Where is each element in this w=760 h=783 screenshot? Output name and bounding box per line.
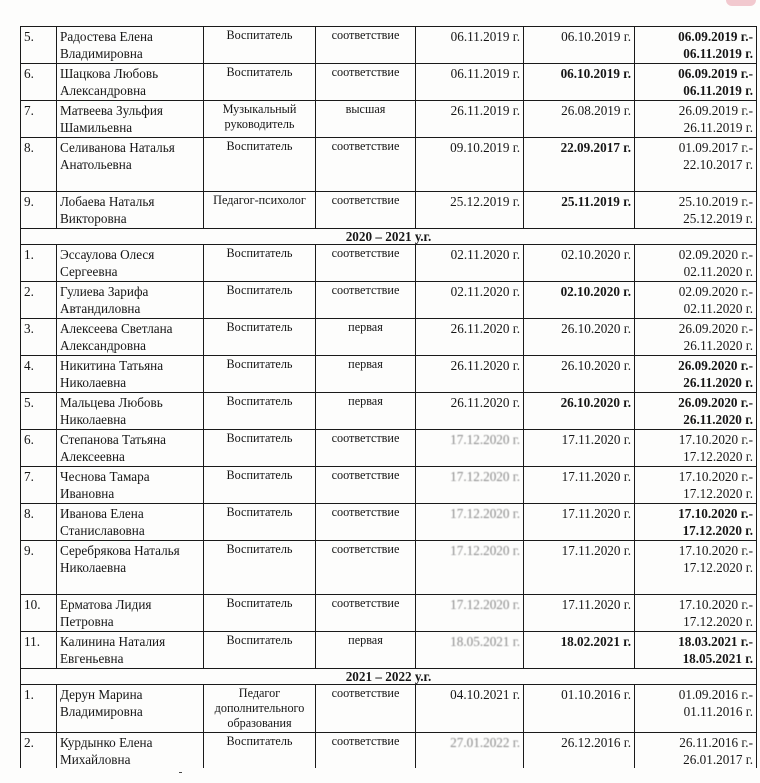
attestation-date-cell [416,632,524,669]
row-number: 1. [21,245,57,282]
attestation-date-cell: 02.11.2020 г. [416,282,524,319]
position-cell: Воспитатель [204,64,316,101]
application-date-cell: 01.10.2016 г. [524,685,635,733]
employee-name: Степанова Татьяна Алексеевна [57,430,204,467]
application-date-cell: 26.10.2020 г. [524,393,635,430]
attestation-date-cell [416,430,524,467]
attestation-date-cell: 09.10.2019 г. [416,138,524,192]
application-date-cell: 17.11.2020 г. [524,595,635,632]
attestation-period-cell: 26.11.2016 г.- 26.01.2017 г. [635,733,757,770]
table-row [21,192,757,229]
table-row [21,319,757,356]
category-cell: соответствие [316,467,416,504]
employee-name: Курдынко Елена Михайловна [57,733,204,770]
attestation-date-cell [416,733,524,770]
position-cell: Воспитатель [204,632,316,669]
smudged-date-text: 27.01.2022 г. [450,735,520,750]
attestation-period-cell: 06.09.2019 г.- 06.11.2019 г. [635,27,757,64]
position-cell: Воспитатель [204,356,316,393]
row-number: 11. [21,632,57,669]
position-cell: Педагог-психолог [204,192,316,229]
position-cell: Воспитатель [204,595,316,632]
attestation-date-cell [416,504,524,541]
application-date-cell: 25.11.2019 г. [524,192,635,229]
application-date-cell: 22.09.2017 г. [524,138,635,192]
row-number: 6. [21,430,57,467]
attestation-period-cell: 06.09.2019 г.- 06.11.2019 г. [635,64,757,101]
table-row [21,733,757,770]
employee-name: Мальцева Любовь Николаевна [57,393,204,430]
attestation-date-cell: 06.11.2019 г. [416,64,524,101]
smudged-date-text: 17.12.2020 г. [450,543,520,558]
table-row [21,245,757,282]
category-cell: соответствие [316,64,416,101]
attestation-date-cell: 02.11.2020 г. [416,245,524,282]
position-cell: Педагог дополнительного образования [204,685,316,733]
smudged-date-text: 17.12.2020 г. [450,506,520,521]
smudged-date-text: 17.12.2020 г. [450,597,520,612]
employee-name: Алексеева Светлана Александровна [57,319,204,356]
table-row [21,101,757,138]
employee-name: Иванова Елена Станиславовна [57,504,204,541]
row-number: 7. [21,467,57,504]
row-number: 9. [21,541,57,595]
category-cell: соответствие [316,192,416,229]
attestation-table [20,26,757,770]
employee-name: Селиванова Наталья Анатольевна [57,138,204,192]
row-number: 10. [21,595,57,632]
attestation-date-cell: 26.11.2020 г. [416,319,524,356]
category-cell: первая [316,393,416,430]
section-heading-row [21,229,757,245]
attestation-period-cell: 26.09.2020 г.- 26.11.2020 г. [635,319,757,356]
attestation-period-cell: 26.09.2019 г.- 26.11.2019 г. [635,101,757,138]
table-row [21,356,757,393]
attestation-period-cell: 17.10.2020 г.- 17.12.2020 г. [635,467,757,504]
employee-name: Шацкова Любовь Александровна [57,64,204,101]
position-cell: Музыкальный руководитель [204,101,316,138]
employee-name: Лобаева Наталья Викторовна [57,192,204,229]
application-date-cell: 26.10.2020 г. [524,356,635,393]
table-row [21,541,757,595]
position-cell: Воспитатель [204,282,316,319]
category-cell: соответствие [316,282,416,319]
employee-name: Никитина Татьяна Николаевна [57,356,204,393]
attestation-date-cell: 26.11.2020 г. [416,356,524,393]
table-row [21,685,757,733]
table-row [21,64,757,101]
attestation-date-cell: 06.11.2019 г. [416,27,524,64]
employee-name: Матвеева Зульфия Шамильевна [57,101,204,138]
smudged-date-text: 17.12.2020 г. [450,469,520,484]
position-cell: Воспитатель [204,430,316,467]
category-cell: высшая [316,101,416,138]
category-cell: первая [316,319,416,356]
category-cell: соответствие [316,245,416,282]
table-row [21,27,757,64]
attestation-period-cell: 02.09.2020 г.- 02.11.2020 г. [635,245,757,282]
attestation-period-cell: 17.10.2020 г.- 17.12.2020 г. [635,504,757,541]
application-date-cell: 26.12.2016 г. [524,733,635,770]
category-cell: соответствие [316,595,416,632]
employee-name: Радостева Елена Владимировна [57,27,204,64]
smudged-date-text: 17.12.2020 г. [450,432,520,447]
position-cell: Воспитатель [204,319,316,356]
category-cell: соответствие [316,541,416,595]
position-cell: Воспитатель [204,504,316,541]
table-row [21,504,757,541]
category-cell: соответствие [316,27,416,64]
table-row [21,430,757,467]
application-date-cell: 26.10.2020 г. [524,319,635,356]
position-cell: Воспитатель [204,467,316,504]
attestation-date-cell: 26.11.2019 г. [416,101,524,138]
position-cell: Воспитатель [204,138,316,192]
application-date-cell: 26.08.2019 г. [524,101,635,138]
attestation-period-cell: 18.03.2021 г.- 18.05.2021 г. [635,632,757,669]
attestation-period-cell: 26.09.2020 г.- 26.11.2020 г. [635,393,757,430]
attestation-period-cell: 17.10.2020 г.- 17.12.2020 г. [635,595,757,632]
attestation-period-cell: 26.09.2020 г.- 26.11.2020 г. [635,356,757,393]
attestation-period-cell: 01.09.2017 г.- 22.10.2017 г. [635,138,757,192]
attestation-date-cell [416,541,524,595]
table-row [21,393,757,430]
category-cell: соответствие [316,685,416,733]
attestation-date-cell [416,595,524,632]
table-row [21,632,757,669]
attestation-date-cell: 25.12.2019 г. [416,192,524,229]
attestation-period-cell: 25.10.2019 г.- 25.12.2019 г. [635,192,757,229]
row-number: 8. [21,138,57,192]
row-number: 5. [21,393,57,430]
scan-margin-bottom [0,768,760,783]
position-cell: Воспитатель [204,27,316,64]
application-date-cell: 02.10.2020 г. [524,282,635,319]
attestation-period-cell: 02.09.2020 г.- 02.11.2020 г. [635,282,757,319]
application-date-cell: 06.10.2019 г. [524,27,635,64]
employee-name: Дерун Марина Владимировна [57,685,204,733]
row-number: 2. [21,282,57,319]
table-row [21,138,757,192]
employee-name: Эссаулова Олеся Сергеевна [57,245,204,282]
category-cell: первая [316,632,416,669]
attestation-period-cell: 17.10.2020 г.- 17.12.2020 г. [635,541,757,595]
attestation-table-body [21,27,757,770]
attestation-period-cell: 17.10.2020 г.- 17.12.2020 г. [635,430,757,467]
row-number: 7. [21,101,57,138]
attestation-period-cell: 01.09.2016 г.- 01.11.2016 г. [635,685,757,733]
smudged-date-text: 18.05.2021 г. [450,634,520,649]
table-row [21,282,757,319]
application-date-cell: 06.10.2019 г. [524,64,635,101]
row-number: 6. [21,64,57,101]
scan-margin-top [0,0,760,26]
position-cell: Воспитатель [204,393,316,430]
ink-fleck [179,772,182,773]
application-date-cell: 18.02.2021 г. [524,632,635,669]
row-number: 1. [21,685,57,733]
row-number: 8. [21,504,57,541]
employee-name: Калинина Наталия Евгеньевна [57,632,204,669]
position-cell: Воспитатель [204,733,316,770]
section-heading-row [21,669,757,685]
application-date-cell: 17.11.2020 г. [524,504,635,541]
employee-name: Серебрякова Наталья Николаевна [57,541,204,595]
attestation-date-cell: 26.11.2020 г. [416,393,524,430]
attestation-date-cell: 04.10.2021 г. [416,685,524,733]
application-date-cell: 17.11.2020 г. [524,430,635,467]
row-number: 5. [21,27,57,64]
row-number: 2. [21,733,57,770]
category-cell: первая [316,356,416,393]
position-cell: Воспитатель [204,541,316,595]
position-cell: Воспитатель [204,245,316,282]
employee-name: Гулиева Зарифа Автандиловна [57,282,204,319]
category-cell: соответствие [316,504,416,541]
application-date-cell: 02.10.2020 г. [524,245,635,282]
attestation-date-cell [416,467,524,504]
row-number: 9. [21,192,57,229]
table-row [21,467,757,504]
category-cell: соответствие [316,430,416,467]
category-cell: соответствие [316,138,416,192]
row-number: 4. [21,356,57,393]
application-date-cell: 17.11.2020 г. [524,541,635,595]
row-number: 3. [21,319,57,356]
section-heading: 2020 – 2021 у.г. [21,229,757,245]
red-stamp-fragment [726,0,756,6]
table-row [21,595,757,632]
section-heading: 2021 – 2022 у.г. [21,669,757,685]
employee-name: Чеснова Тамара Ивановна [57,467,204,504]
employee-name: Ерматова Лидия Петровна [57,595,204,632]
application-date-cell: 17.11.2020 г. [524,467,635,504]
category-cell: соответствие [316,733,416,770]
